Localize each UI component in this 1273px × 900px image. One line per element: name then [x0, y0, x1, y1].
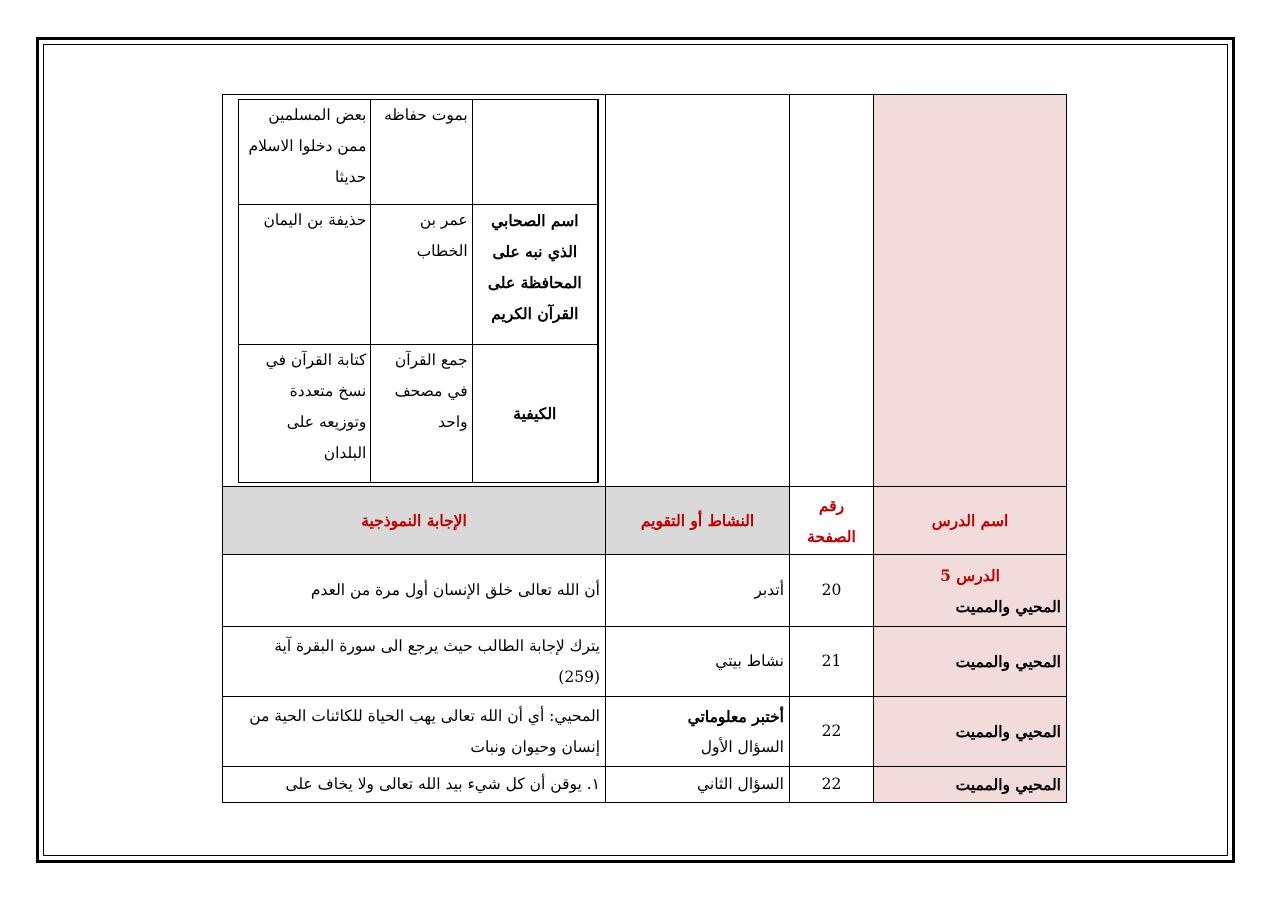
- lesson-name: المحيي والمميت: [874, 697, 1067, 767]
- nested-margin-right: [599, 99, 606, 483]
- nested-holder: [238, 99, 599, 483]
- header-row: [223, 487, 1067, 555]
- header-activity: النشاط أو التقويم: [606, 487, 790, 555]
- lesson-name: المحيي والمميت: [955, 596, 1061, 616]
- page-number: 22: [790, 697, 874, 767]
- answer-cell: ١. يوقن أن كل شيء بيد الله تعالى ولا يخاف على: [223, 767, 606, 803]
- lesson-cell: [874, 555, 1067, 627]
- nested-question: [472, 99, 597, 204]
- page-number: 20: [790, 555, 874, 627]
- nested-answer-a: بموت حفاظه: [371, 99, 472, 204]
- activity-cell: نشاط بيتي: [606, 627, 790, 697]
- answer-cell-nested: [223, 95, 606, 487]
- table-row: [223, 555, 1067, 627]
- nested-answer-a: عمر بن الخطاب: [371, 204, 472, 344]
- lesson-number: الدرس 5: [940, 565, 1000, 585]
- activity-subtitle: السؤال الأول: [700, 737, 784, 756]
- nested-answer-a: جمع القرآن في مصحف واحد: [371, 344, 472, 482]
- activity-title: أختبر معلوماتي: [687, 706, 784, 726]
- header-lesson: اسم الدرس: [874, 487, 1067, 555]
- answer-cell: أن الله تعالى خلق الإنسان أول مرة من العدم: [223, 555, 606, 627]
- activity-cell: [606, 697, 790, 767]
- lesson-name: المحيي والمميت: [874, 767, 1067, 803]
- page-number: 22: [790, 767, 874, 803]
- page-cell-empty: [790, 95, 874, 487]
- nested-question: اسم الصحابي الذي نبه على المحافظة على القرآن الكريم: [472, 204, 597, 344]
- nested-answer-b: حذيفة بن اليمان: [239, 204, 371, 344]
- nested-row: [239, 204, 598, 344]
- nested-row: [239, 99, 598, 204]
- table-row: [223, 697, 1067, 767]
- answer-cell: يترك لإجابة الطالب حيث يرجع الى سورة البقرة آية (259): [223, 627, 606, 697]
- nested-row: [239, 344, 598, 482]
- lesson-cell-empty: [874, 95, 1067, 487]
- quran-comparison-table: [238, 99, 598, 483]
- header-page: رقم الصفحة: [790, 487, 874, 555]
- activity-cell: السؤال الثاني: [606, 767, 790, 803]
- nested-margin-left: [223, 99, 238, 483]
- page-number: 21: [790, 627, 874, 697]
- activity-cell-empty: [606, 95, 790, 487]
- lesson-name: المحيي والمميت: [874, 627, 1067, 697]
- continuation-row: [223, 95, 1067, 487]
- table-row: [223, 627, 1067, 697]
- header-answer: الإجابة النموذجية: [223, 487, 606, 555]
- nested-wrapper: [223, 99, 605, 483]
- lesson-table: [222, 94, 1067, 803]
- activity-cell: أتدبر: [606, 555, 790, 627]
- nested-question: الكيفية: [472, 344, 597, 482]
- answer-cell: المحيي: أي أن الله تعالى يهب الحياة للكائنات الحية من إنسان وحيوان ونبات: [223, 697, 606, 767]
- nested-answer-b: بعض المسلمين ممن دخلوا الاسلام حديثا: [239, 99, 371, 204]
- table-row: [223, 767, 1067, 803]
- nested-answer-b: كتابة القرآن في نسخ متعددة وتوزيعه على البلدان: [239, 344, 371, 482]
